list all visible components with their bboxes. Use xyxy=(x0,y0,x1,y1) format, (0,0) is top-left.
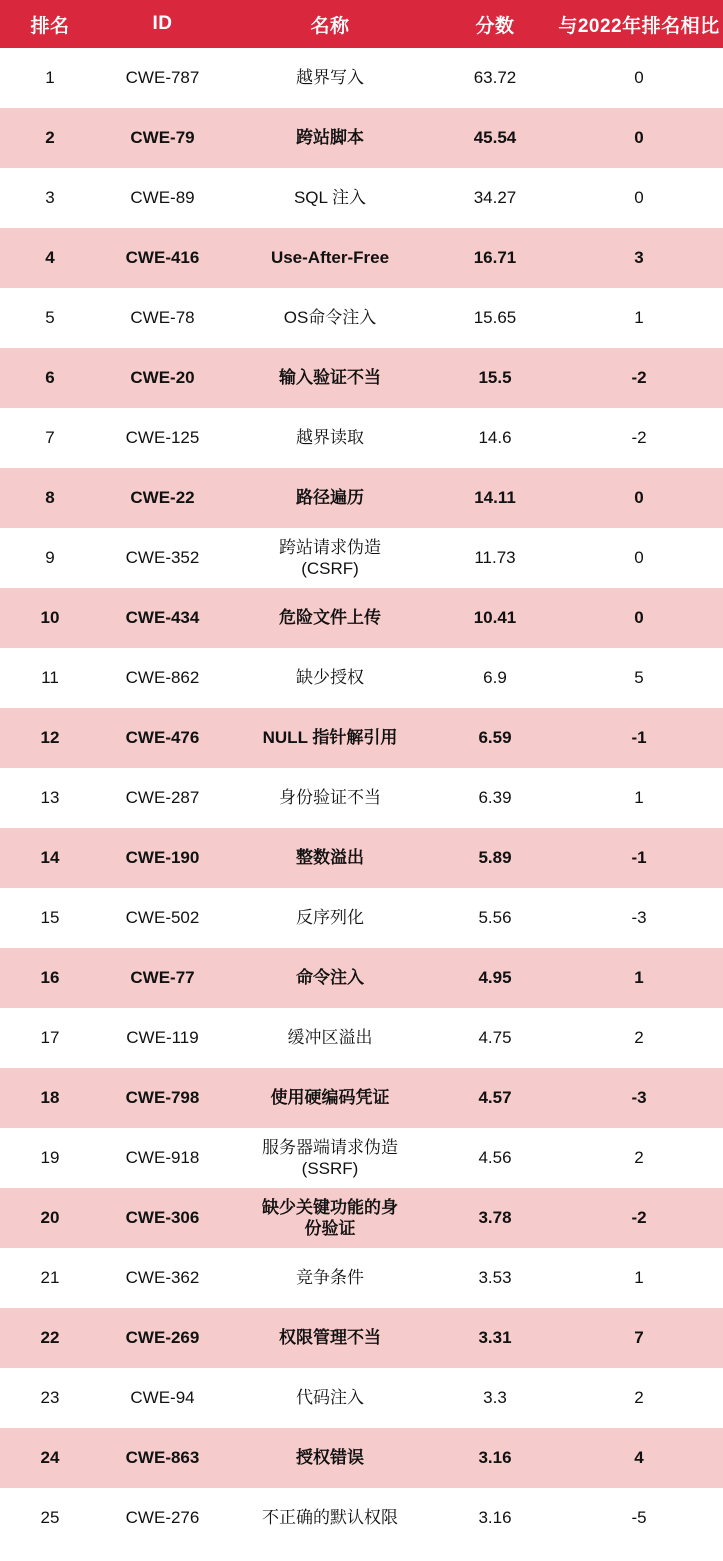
cell-id: CWE-306 xyxy=(100,1188,225,1248)
cell-rank: 20 xyxy=(0,1188,100,1248)
cell-rank: 25 xyxy=(0,1488,100,1548)
table-header xyxy=(0,0,723,48)
cell-name: 授权错误 xyxy=(225,1428,435,1488)
cell-score: 3.16 xyxy=(435,1428,555,1488)
cell-score: 16.71 xyxy=(435,228,555,288)
cell-id: CWE-89 xyxy=(100,168,225,228)
cell-name: 代码注入 xyxy=(225,1368,435,1428)
cell-delta: 1 xyxy=(555,948,723,1008)
table-row xyxy=(0,348,723,408)
cell-id: CWE-94 xyxy=(100,1368,225,1428)
table-row xyxy=(0,1008,723,1068)
cell-delta: -2 xyxy=(555,408,723,468)
cell-name: 反序列化 xyxy=(225,888,435,948)
cell-id: CWE-287 xyxy=(100,768,225,828)
table-header-row xyxy=(0,0,723,48)
table-row xyxy=(0,708,723,768)
cell-delta: -1 xyxy=(555,828,723,888)
cell-id: CWE-918 xyxy=(100,1128,225,1188)
table-row xyxy=(0,408,723,468)
cell-delta: -3 xyxy=(555,1068,723,1128)
cell-rank: 21 xyxy=(0,1248,100,1308)
cell-rank: 9 xyxy=(0,528,100,588)
cell-score: 5.89 xyxy=(435,828,555,888)
cell-rank: 4 xyxy=(0,228,100,288)
cell-delta: -5 xyxy=(555,1488,723,1548)
table-row xyxy=(0,48,723,108)
cell-name: SQL 注入 xyxy=(225,168,435,228)
cell-name: 命令注入 xyxy=(225,948,435,1008)
cell-delta: 2 xyxy=(555,1008,723,1068)
cell-score: 34.27 xyxy=(435,168,555,228)
cell-id: CWE-79 xyxy=(100,108,225,168)
cell-delta: 1 xyxy=(555,1248,723,1308)
cell-score: 11.73 xyxy=(435,528,555,588)
table-row xyxy=(0,228,723,288)
cell-delta: 0 xyxy=(555,588,723,648)
table-row xyxy=(0,768,723,828)
cell-id: CWE-352 xyxy=(100,528,225,588)
cell-score: 4.56 xyxy=(435,1128,555,1188)
cell-delta: -3 xyxy=(555,888,723,948)
cell-id: CWE-434 xyxy=(100,588,225,648)
cell-score: 10.41 xyxy=(435,588,555,648)
table-row xyxy=(0,888,723,948)
cell-id: CWE-787 xyxy=(100,48,225,108)
table-row xyxy=(0,1428,723,1488)
table-row xyxy=(0,828,723,888)
column-header-delta: 与2022年排名相比 xyxy=(555,0,723,48)
cell-score: 15.65 xyxy=(435,288,555,348)
cell-id: CWE-416 xyxy=(100,228,225,288)
table-row xyxy=(0,288,723,348)
cell-id: CWE-269 xyxy=(100,1308,225,1368)
cell-score: 14.6 xyxy=(435,408,555,468)
cell-rank: 1 xyxy=(0,48,100,108)
cell-name: 缺少授权 xyxy=(225,648,435,708)
cell-rank: 5 xyxy=(0,288,100,348)
table-row xyxy=(0,1128,723,1188)
cell-score: 63.72 xyxy=(435,48,555,108)
cell-score: 3.3 xyxy=(435,1368,555,1428)
cell-score: 6.39 xyxy=(435,768,555,828)
cell-name: 竞争条件 xyxy=(225,1248,435,1308)
cell-score: 3.16 xyxy=(435,1488,555,1548)
cell-score: 6.59 xyxy=(435,708,555,768)
cell-name: NULL 指针解引用 xyxy=(225,708,435,768)
cell-id: CWE-798 xyxy=(100,1068,225,1128)
cell-delta: 2 xyxy=(555,1368,723,1428)
cell-id: CWE-20 xyxy=(100,348,225,408)
cell-delta: -2 xyxy=(555,348,723,408)
cell-id: CWE-125 xyxy=(100,408,225,468)
cell-delta: 5 xyxy=(555,648,723,708)
cell-score: 15.5 xyxy=(435,348,555,408)
cell-delta: -2 xyxy=(555,1188,723,1248)
cell-rank: 11 xyxy=(0,648,100,708)
cell-score: 6.9 xyxy=(435,648,555,708)
cell-name: 缺少关键功能的身 份验证 xyxy=(225,1188,435,1248)
cell-name: 路径遍历 xyxy=(225,468,435,528)
cell-rank: 15 xyxy=(0,888,100,948)
table-row xyxy=(0,1368,723,1428)
cell-score: 4.57 xyxy=(435,1068,555,1128)
cell-score: 45.54 xyxy=(435,108,555,168)
cell-name: 输入验证不当 xyxy=(225,348,435,408)
cell-name: OS命令注入 xyxy=(225,288,435,348)
cell-name: 缓冲区溢出 xyxy=(225,1008,435,1068)
cell-score: 3.53 xyxy=(435,1248,555,1308)
cell-rank: 22 xyxy=(0,1308,100,1368)
cell-score: 14.11 xyxy=(435,468,555,528)
cell-delta: 0 xyxy=(555,48,723,108)
table-row xyxy=(0,1188,723,1248)
cell-rank: 24 xyxy=(0,1428,100,1488)
cell-rank: 19 xyxy=(0,1128,100,1188)
cell-id: CWE-78 xyxy=(100,288,225,348)
column-header-rank: 排名 xyxy=(0,0,100,48)
table-row xyxy=(0,648,723,708)
cell-delta: 1 xyxy=(555,288,723,348)
column-header-id: ID xyxy=(100,0,225,48)
cell-name: 跨站请求伪造 (CSRF) xyxy=(225,528,435,588)
cell-id: CWE-863 xyxy=(100,1428,225,1488)
cell-rank: 18 xyxy=(0,1068,100,1128)
cell-name: 不正确的默认权限 xyxy=(225,1488,435,1548)
cell-id: CWE-190 xyxy=(100,828,225,888)
cell-delta: 0 xyxy=(555,528,723,588)
cell-rank: 17 xyxy=(0,1008,100,1068)
cell-rank: 2 xyxy=(0,108,100,168)
cell-score: 3.78 xyxy=(435,1188,555,1248)
cell-id: CWE-862 xyxy=(100,648,225,708)
table-row xyxy=(0,588,723,648)
cell-name: 身份验证不当 xyxy=(225,768,435,828)
cell-rank: 8 xyxy=(0,468,100,528)
cell-score: 4.95 xyxy=(435,948,555,1008)
cell-rank: 13 xyxy=(0,768,100,828)
cell-name: 整数溢出 xyxy=(225,828,435,888)
table-row xyxy=(0,108,723,168)
column-header-score: 分数 xyxy=(435,0,555,48)
cell-rank: 14 xyxy=(0,828,100,888)
cell-name: 跨站脚本 xyxy=(225,108,435,168)
cell-delta: 0 xyxy=(555,168,723,228)
cell-rank: 7 xyxy=(0,408,100,468)
cell-delta: 7 xyxy=(555,1308,723,1368)
cell-delta: 0 xyxy=(555,468,723,528)
cell-rank: 10 xyxy=(0,588,100,648)
table-row xyxy=(0,1068,723,1128)
cell-id: CWE-362 xyxy=(100,1248,225,1308)
cell-delta: -1 xyxy=(555,708,723,768)
table-row xyxy=(0,468,723,528)
cell-id: CWE-77 xyxy=(100,948,225,1008)
cell-name: 危险文件上传 xyxy=(225,588,435,648)
column-header-name: 名称 xyxy=(225,0,435,48)
cell-delta: 0 xyxy=(555,108,723,168)
table-row xyxy=(0,1308,723,1368)
cell-name: 使用硬编码凭证 xyxy=(225,1068,435,1128)
cell-rank: 16 xyxy=(0,948,100,1008)
cell-rank: 23 xyxy=(0,1368,100,1428)
cell-name: Use-After-Free xyxy=(225,228,435,288)
cell-rank: 6 xyxy=(0,348,100,408)
cell-delta: 4 xyxy=(555,1428,723,1488)
table-row xyxy=(0,948,723,1008)
table-row xyxy=(0,528,723,588)
cell-score: 3.31 xyxy=(435,1308,555,1368)
cell-delta: 1 xyxy=(555,768,723,828)
cell-score: 4.75 xyxy=(435,1008,555,1068)
cell-name: 权限管理不当 xyxy=(225,1308,435,1368)
table-row xyxy=(0,1488,723,1548)
cell-id: CWE-22 xyxy=(100,468,225,528)
cell-id: CWE-476 xyxy=(100,708,225,768)
cell-name: 越界读取 xyxy=(225,408,435,468)
cell-delta: 2 xyxy=(555,1128,723,1188)
cell-rank: 3 xyxy=(0,168,100,228)
cell-name: 服务器端请求伪造 (SSRF) xyxy=(225,1128,435,1188)
cell-delta: 3 xyxy=(555,228,723,288)
cell-score: 5.56 xyxy=(435,888,555,948)
cell-id: CWE-119 xyxy=(100,1008,225,1068)
table-body xyxy=(0,48,723,1548)
table-row xyxy=(0,168,723,228)
cell-rank: 12 xyxy=(0,708,100,768)
cell-id: CWE-502 xyxy=(100,888,225,948)
cell-name: 越界写入 xyxy=(225,48,435,108)
cell-id: CWE-276 xyxy=(100,1488,225,1548)
table-row xyxy=(0,1248,723,1308)
